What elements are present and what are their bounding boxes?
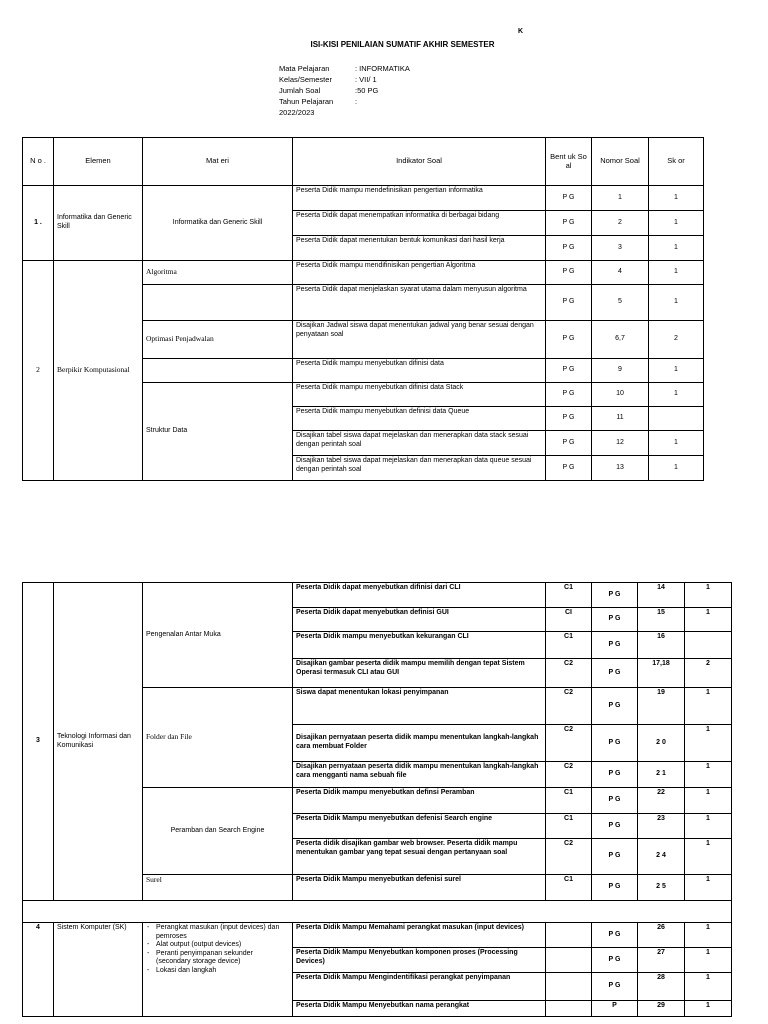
section-no: 3 bbox=[23, 583, 54, 901]
indikator-cell: Peserta Didik dapat menentukan bentuk komunikasi dari hasil kerja bbox=[293, 236, 546, 261]
bentuk-cell: P G bbox=[592, 762, 638, 788]
bentuk-cell: P G bbox=[592, 608, 638, 632]
indikator-cell: Peserta Didik mampu mendefinisikan pengertian informatika bbox=[293, 186, 546, 211]
table-row bbox=[23, 186, 704, 211]
skor-cell: 1 bbox=[649, 236, 704, 261]
header-row bbox=[23, 138, 704, 186]
header-no: N o . bbox=[23, 138, 54, 186]
indikator-cell: Disajikan pernyataan peserta didik mampu menentukan langkah-langkah cara mengganti nama sebuah file bbox=[293, 762, 546, 788]
section-materi: Pengenalan Antar Muka bbox=[143, 583, 293, 688]
section-no: 2 bbox=[23, 261, 54, 481]
nomor-cell: 13 bbox=[592, 456, 649, 481]
materi-list-item: - Perangkat masukan (input devices) dan pemroses bbox=[156, 924, 289, 941]
bentuk-cell: P G bbox=[592, 839, 638, 875]
materi-list-item: - Alat output (output devices) bbox=[156, 941, 289, 950]
meta-value: :50 PG bbox=[355, 86, 379, 95]
indikator-cell: Peserta Didik dapat menempatkan informatika di berbagai bidang bbox=[293, 211, 546, 236]
indikator-cell: Peserta Didik mampu menyebutkan definisi data Queue bbox=[293, 407, 546, 431]
nomor-cell: 4 bbox=[592, 261, 649, 285]
bentuk-cell: P G bbox=[546, 261, 592, 285]
section-materi: Informatika dan Generic Skill bbox=[143, 186, 293, 261]
bentuk-cell: P G bbox=[546, 431, 592, 456]
skor-cell bbox=[649, 407, 704, 431]
skor-cell: 1 bbox=[649, 285, 704, 321]
bentuk-cell: P G bbox=[546, 186, 592, 211]
nomor-cell: 22 bbox=[638, 788, 685, 814]
nomor-cell: 2 4 bbox=[638, 839, 685, 875]
section-elemen: Berpikir Komputasional bbox=[54, 261, 143, 481]
nomor-cell: 2 0 bbox=[638, 725, 685, 762]
meta-value: : INFORMATIKA bbox=[355, 64, 410, 73]
bentuk-cell: P G bbox=[592, 632, 638, 659]
bentuk-cell: P G bbox=[546, 456, 592, 481]
level-cell: C2 bbox=[546, 688, 592, 725]
skor-cell: 1 bbox=[649, 431, 704, 456]
skor-cell: 1 bbox=[685, 948, 732, 973]
meta-row bbox=[279, 74, 410, 85]
table-row bbox=[23, 923, 732, 948]
bentuk-cell: P G bbox=[592, 814, 638, 839]
indikator-cell: Peserta Didik Mampu Menyebutkan nama perangkat bbox=[293, 1001, 546, 1017]
level-cell: C1 bbox=[546, 788, 592, 814]
nomor-cell: 2 1 bbox=[638, 762, 685, 788]
indikator-cell: Peserta Didik dapat menjelaskan syarat utama dalam menyusun algoritma bbox=[293, 285, 546, 321]
skor-cell: 1 bbox=[649, 456, 704, 481]
nomor-cell: 26 bbox=[638, 923, 685, 948]
skor-cell: 1 bbox=[685, 788, 732, 814]
meta-row bbox=[279, 85, 410, 96]
bentuk-cell: P G bbox=[546, 359, 592, 383]
skor-cell: 1 bbox=[685, 839, 732, 875]
skor-cell: 1 bbox=[685, 875, 732, 901]
indikator-cell: Peserta didik disajikan gambar web browser. Peserta didik mampu menentukan gambar yang tepat sesuai dengan pertanyaan soal bbox=[293, 839, 546, 875]
skor-cell bbox=[685, 632, 732, 659]
header-skor: Sk or bbox=[649, 138, 704, 186]
level-cell: CI bbox=[546, 608, 592, 632]
meta-row bbox=[279, 63, 410, 74]
section-materi: Surel bbox=[143, 875, 293, 901]
empty-materi-cell bbox=[143, 285, 293, 321]
nomor-cell: 19 bbox=[638, 688, 685, 725]
indikator-cell: Peserta Didik Mampu Menyebutkan komponen proses (Processing Devices) bbox=[293, 948, 546, 973]
section-elemen: Teknologi Informasi dan Komunikasi bbox=[54, 583, 143, 901]
empty-level-cell bbox=[546, 1001, 592, 1017]
document-title: ISI-KISI PENILAIAN SUMATIF AKHIR SEMESTER bbox=[310, 40, 495, 49]
nomor-cell: 10 bbox=[592, 383, 649, 407]
level-cell: C1 bbox=[546, 583, 592, 608]
materi-list-item: - Lokasi dan langkah bbox=[156, 967, 289, 976]
indikator-cell: Peserta Didik Mampu menyebutkan defenisi surel bbox=[293, 875, 546, 901]
section-materi: Optimasi Penjadwalan bbox=[143, 321, 293, 359]
indikator-cell: Disajikan gambar peserta didik mampu memilih dengan tepat Sistem Operasi termasuk CLI atau GUI bbox=[293, 659, 546, 688]
skor-cell: 2 bbox=[649, 321, 704, 359]
indikator-cell: Peserta Didik mampu menyebutkan kekurangan CLI bbox=[293, 632, 546, 659]
indikator-cell: Disajikan pernyataan peserta didik mampu menentukan langkah-langkah cara membuat Folder bbox=[293, 725, 546, 762]
spacer-row bbox=[23, 901, 732, 923]
meta-label: Kelas/Semester bbox=[279, 75, 332, 84]
nomor-cell: 23 bbox=[638, 814, 685, 839]
nomor-cell: 11 bbox=[592, 407, 649, 431]
section-materi: Algoritma bbox=[143, 261, 293, 285]
meta-label: Mata Pelajaran bbox=[279, 64, 330, 73]
bentuk-cell: P G bbox=[592, 659, 638, 688]
nomor-cell: 6,7 bbox=[592, 321, 649, 359]
meta-value: : bbox=[355, 97, 358, 106]
indikator-cell: Peserta Didik dapat menyebutkan definisi GUI bbox=[293, 608, 546, 632]
skor-cell: 1 bbox=[649, 186, 704, 211]
nomor-cell: 29 bbox=[638, 1001, 685, 1017]
nomor-cell: 15 bbox=[638, 608, 685, 632]
skor-cell: 1 bbox=[685, 725, 732, 762]
bentuk-cell: P G bbox=[546, 407, 592, 431]
spacer-cell bbox=[23, 901, 732, 923]
meta-label: Jumlah Soal bbox=[279, 86, 321, 95]
empty-level-cell bbox=[546, 923, 592, 948]
level-cell: C2 bbox=[546, 725, 592, 762]
section-materi-list bbox=[143, 923, 293, 1017]
skor-cell: 1 bbox=[685, 814, 732, 839]
section-materi: Folder dan File bbox=[143, 688, 293, 788]
skor-cell: 1 bbox=[685, 1001, 732, 1017]
indikator-cell: Peserta Didik mampu menyebutkan definsi Peramban bbox=[293, 788, 546, 814]
nomor-cell: 5 bbox=[592, 285, 649, 321]
level-cell: C1 bbox=[546, 875, 592, 901]
nomor-cell: 17,18 bbox=[638, 659, 685, 688]
indikator-cell: Peserta Didik Mampu Mengindentifikasi perangkat penyimpanan bbox=[293, 973, 546, 1001]
meta-label: 2022/2023 bbox=[279, 108, 315, 117]
nomor-cell: 9 bbox=[592, 359, 649, 383]
header-materi: Mat eri bbox=[143, 138, 293, 186]
skor-cell: 1 bbox=[649, 261, 704, 285]
bentuk-cell: P G bbox=[592, 923, 638, 948]
nomor-cell: 2 5 bbox=[638, 875, 685, 901]
skor-cell: 1 bbox=[685, 608, 732, 632]
empty-level-cell bbox=[546, 948, 592, 973]
bentuk-cell: P bbox=[592, 1001, 638, 1017]
nomor-cell: 27 bbox=[638, 948, 685, 973]
empty-level-cell bbox=[546, 973, 592, 1001]
skor-cell: 1 bbox=[649, 211, 704, 236]
nomor-cell: 14 bbox=[638, 583, 685, 608]
section-no: 1 . bbox=[23, 186, 54, 261]
corner-mark: K bbox=[518, 28, 524, 35]
indikator-cell: Siswa dapat menentukan lokasi penyimpanan bbox=[293, 688, 546, 725]
indikator-cell: Disajikan Jadwal siswa dapat menentukan jadwal yang benar sesuai dengan penyataan soal bbox=[293, 321, 546, 359]
skor-cell: 1 bbox=[685, 973, 732, 1001]
meta-value: : VII/ 1 bbox=[355, 75, 377, 84]
bentuk-cell: P G bbox=[546, 236, 592, 261]
bentuk-cell: P G bbox=[546, 383, 592, 407]
table-row bbox=[23, 261, 704, 285]
indikator-cell: Disajikan tabel siswa dapat mejelaskan dan menerapkan data stack sesuai dengan perintah soal bbox=[293, 431, 546, 456]
bentuk-cell: P G bbox=[546, 285, 592, 321]
nomor-cell: 12 bbox=[592, 431, 649, 456]
grid-table-2 bbox=[22, 582, 732, 1017]
skor-cell: 1 bbox=[685, 583, 732, 608]
bentuk-cell: P G bbox=[592, 688, 638, 725]
section-materi: Struktur Data bbox=[143, 383, 293, 481]
level-cell: C2 bbox=[546, 839, 592, 875]
materi-list-item: - Peranti penyimpanan sekunder (secondary storage device) bbox=[156, 950, 289, 967]
meta-row bbox=[279, 107, 410, 118]
indikator-cell: Disajikan tabel siswa dapat mejelaskan dan menerapkan data queue sesuai dengan perintah soal bbox=[293, 456, 546, 481]
section-elemen: Informatika dan Generic Skill bbox=[54, 186, 143, 261]
indikator-cell: Peserta Didik dapat menyebutkan difinisi dari CLI bbox=[293, 583, 546, 608]
nomor-cell: 3 bbox=[592, 236, 649, 261]
meta-row bbox=[279, 96, 410, 107]
indikator-cell: Peserta Didik mampu menyebutkan difinisi data Stack bbox=[293, 383, 546, 407]
nomor-cell: 16 bbox=[638, 632, 685, 659]
header-indikator: Indikator Soal bbox=[293, 138, 546, 186]
bentuk-cell: P G bbox=[592, 875, 638, 901]
level-cell: C2 bbox=[546, 762, 592, 788]
indikator-cell: Peserta Didik mampu menyebutkan difinisi data bbox=[293, 359, 546, 383]
skor-cell: 2 bbox=[685, 659, 732, 688]
indikator-cell: Peserta Didik mampu mendifinisikan pengertian Algoritma bbox=[293, 261, 546, 285]
section-no: 4 bbox=[23, 923, 54, 1017]
bentuk-cell: P G bbox=[592, 725, 638, 762]
indikator-cell: Peserta Didik Mampu Memahami perangkat masukan (input devices) bbox=[293, 923, 546, 948]
bentuk-cell: P G bbox=[592, 788, 638, 814]
header-elemen: Elemen bbox=[54, 138, 143, 186]
skor-cell: 1 bbox=[649, 383, 704, 407]
skor-cell: 1 bbox=[685, 762, 732, 788]
bentuk-cell: P G bbox=[592, 973, 638, 1001]
meta-block bbox=[279, 63, 410, 118]
empty-materi-cell bbox=[143, 359, 293, 383]
bentuk-cell: P G bbox=[592, 583, 638, 608]
indikator-cell: Peserta Didik Mampu menyebutkan defenisi Search engine bbox=[293, 814, 546, 839]
level-cell: C1 bbox=[546, 632, 592, 659]
bentuk-cell: P G bbox=[592, 948, 638, 973]
header-bentuk: Bent uk So al bbox=[546, 138, 592, 186]
table-row bbox=[23, 583, 732, 608]
header-nomor: Nomor Soal bbox=[592, 138, 649, 186]
nomor-cell: 2 bbox=[592, 211, 649, 236]
skor-cell: 1 bbox=[649, 359, 704, 383]
level-cell: C2 bbox=[546, 659, 592, 688]
meta-label: Tahun Pelajaran bbox=[279, 97, 334, 106]
grid-table-1 bbox=[22, 137, 704, 481]
bentuk-cell: P G bbox=[546, 321, 592, 359]
skor-cell: 1 bbox=[685, 688, 732, 725]
section-elemen: Sistem Komputer (SK) bbox=[54, 923, 143, 1017]
section-materi: Peramban dan Search Engine bbox=[143, 788, 293, 875]
nomor-cell: 1 bbox=[592, 186, 649, 211]
nomor-cell: 28 bbox=[638, 973, 685, 1001]
skor-cell: 1 bbox=[685, 923, 732, 948]
bentuk-cell: P G bbox=[546, 211, 592, 236]
level-cell: C1 bbox=[546, 814, 592, 839]
